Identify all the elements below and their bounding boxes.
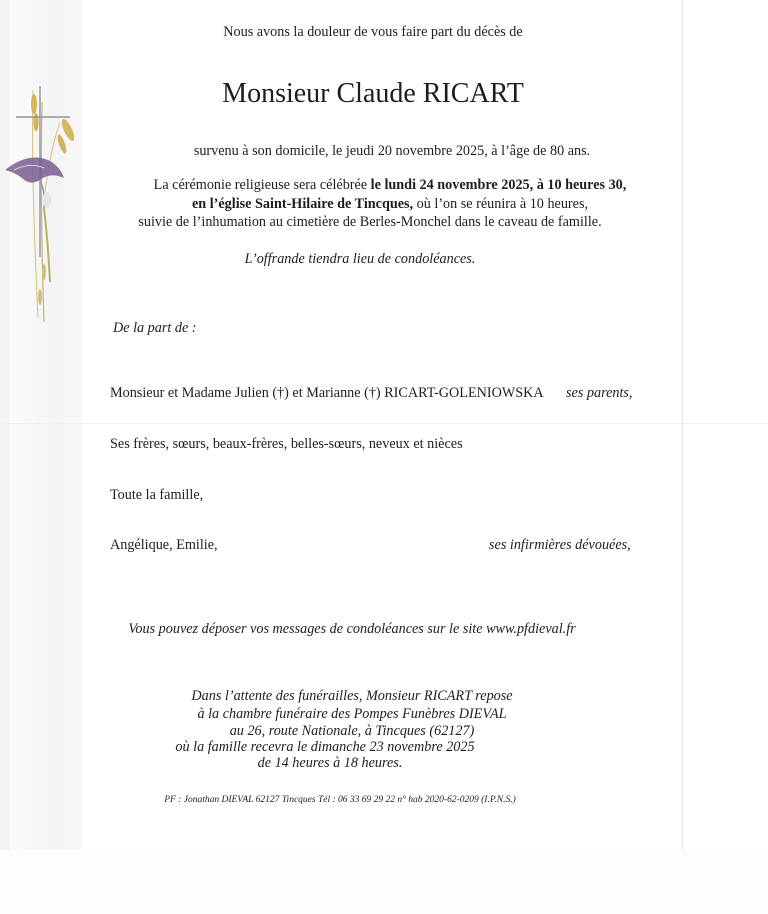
ceremony-line-3: suivie de l’inhumation au cimetière de Berles-Monchel dans le caveau de famille. bbox=[138, 214, 602, 230]
deceased-name: Monsieur Claude RICART bbox=[222, 78, 524, 109]
siblings-line: Ses frères, sœurs, beaux-frères, belles-sœurs, neveux et nièces bbox=[110, 436, 463, 452]
parents-line: Monsieur et Madame Julien (†) et Marianne (†) RICART-GOLENIOWSKA bbox=[110, 385, 544, 401]
nurses-role: ses infirmières dévouées, bbox=[489, 537, 631, 553]
ceremony-date: le lundi 24 novembre 2025, à 10 heures 30, bbox=[370, 177, 627, 193]
fold-line bbox=[0, 423, 768, 424]
funeral-home-line-1: Dans l’attente des funérailles, Monsieur RICART repose bbox=[191, 688, 513, 704]
ceremony-church: en l’église Saint-Hilaire de Tincques, bbox=[191, 196, 414, 212]
nurses-names: Angélique, Emilie, bbox=[110, 537, 218, 553]
funeral-home-line-3: au 26, route Nationale, à Tincques (62127) bbox=[229, 723, 475, 739]
footer-info: PF : Jonathan DIEVAL 62127 Tincques Tél : 06 33 69 29 22 n° hab 2020-62-0209 (I.P.N.S.) bbox=[164, 795, 516, 805]
ceremony-line-2-b: où l’on se réunira à 10 heures, bbox=[413, 196, 589, 212]
ceremony-line-1-a: La cérémonie religieuse sera célébrée bbox=[153, 177, 371, 193]
offering-text: L’offrande tiendra lieu de condoléances. bbox=[244, 251, 476, 267]
funeral-home-line-2: à la chambre funéraire des Pompes Funèbres DIEVAL bbox=[197, 706, 507, 722]
from-label: De la part de : bbox=[113, 320, 197, 336]
condolences-text: Vous pouvez déposer vos messages de condoléances sur le site www.pfdieval.fr bbox=[128, 621, 576, 637]
ceremony-line-2 bbox=[0, 196, 768, 213]
intro-text: Nous avons la douleur de vous faire part du décès de bbox=[223, 24, 523, 40]
funeral-home-line-5: de 14 heures à 18 heures. bbox=[257, 755, 403, 771]
scan-margin bbox=[0, 850, 768, 914]
parents-role: ses parents, bbox=[566, 385, 633, 401]
ceremony-line-1 bbox=[0, 177, 768, 194]
family-line: Toute la famille, bbox=[110, 487, 204, 503]
funeral-home-line-4: où la famille recevra le dimanche 23 novembre 2025 bbox=[175, 739, 475, 755]
death-line: survenu à son domicile, le jeudi 20 novembre 2025, à l’âge de 80 ans. bbox=[193, 143, 591, 159]
